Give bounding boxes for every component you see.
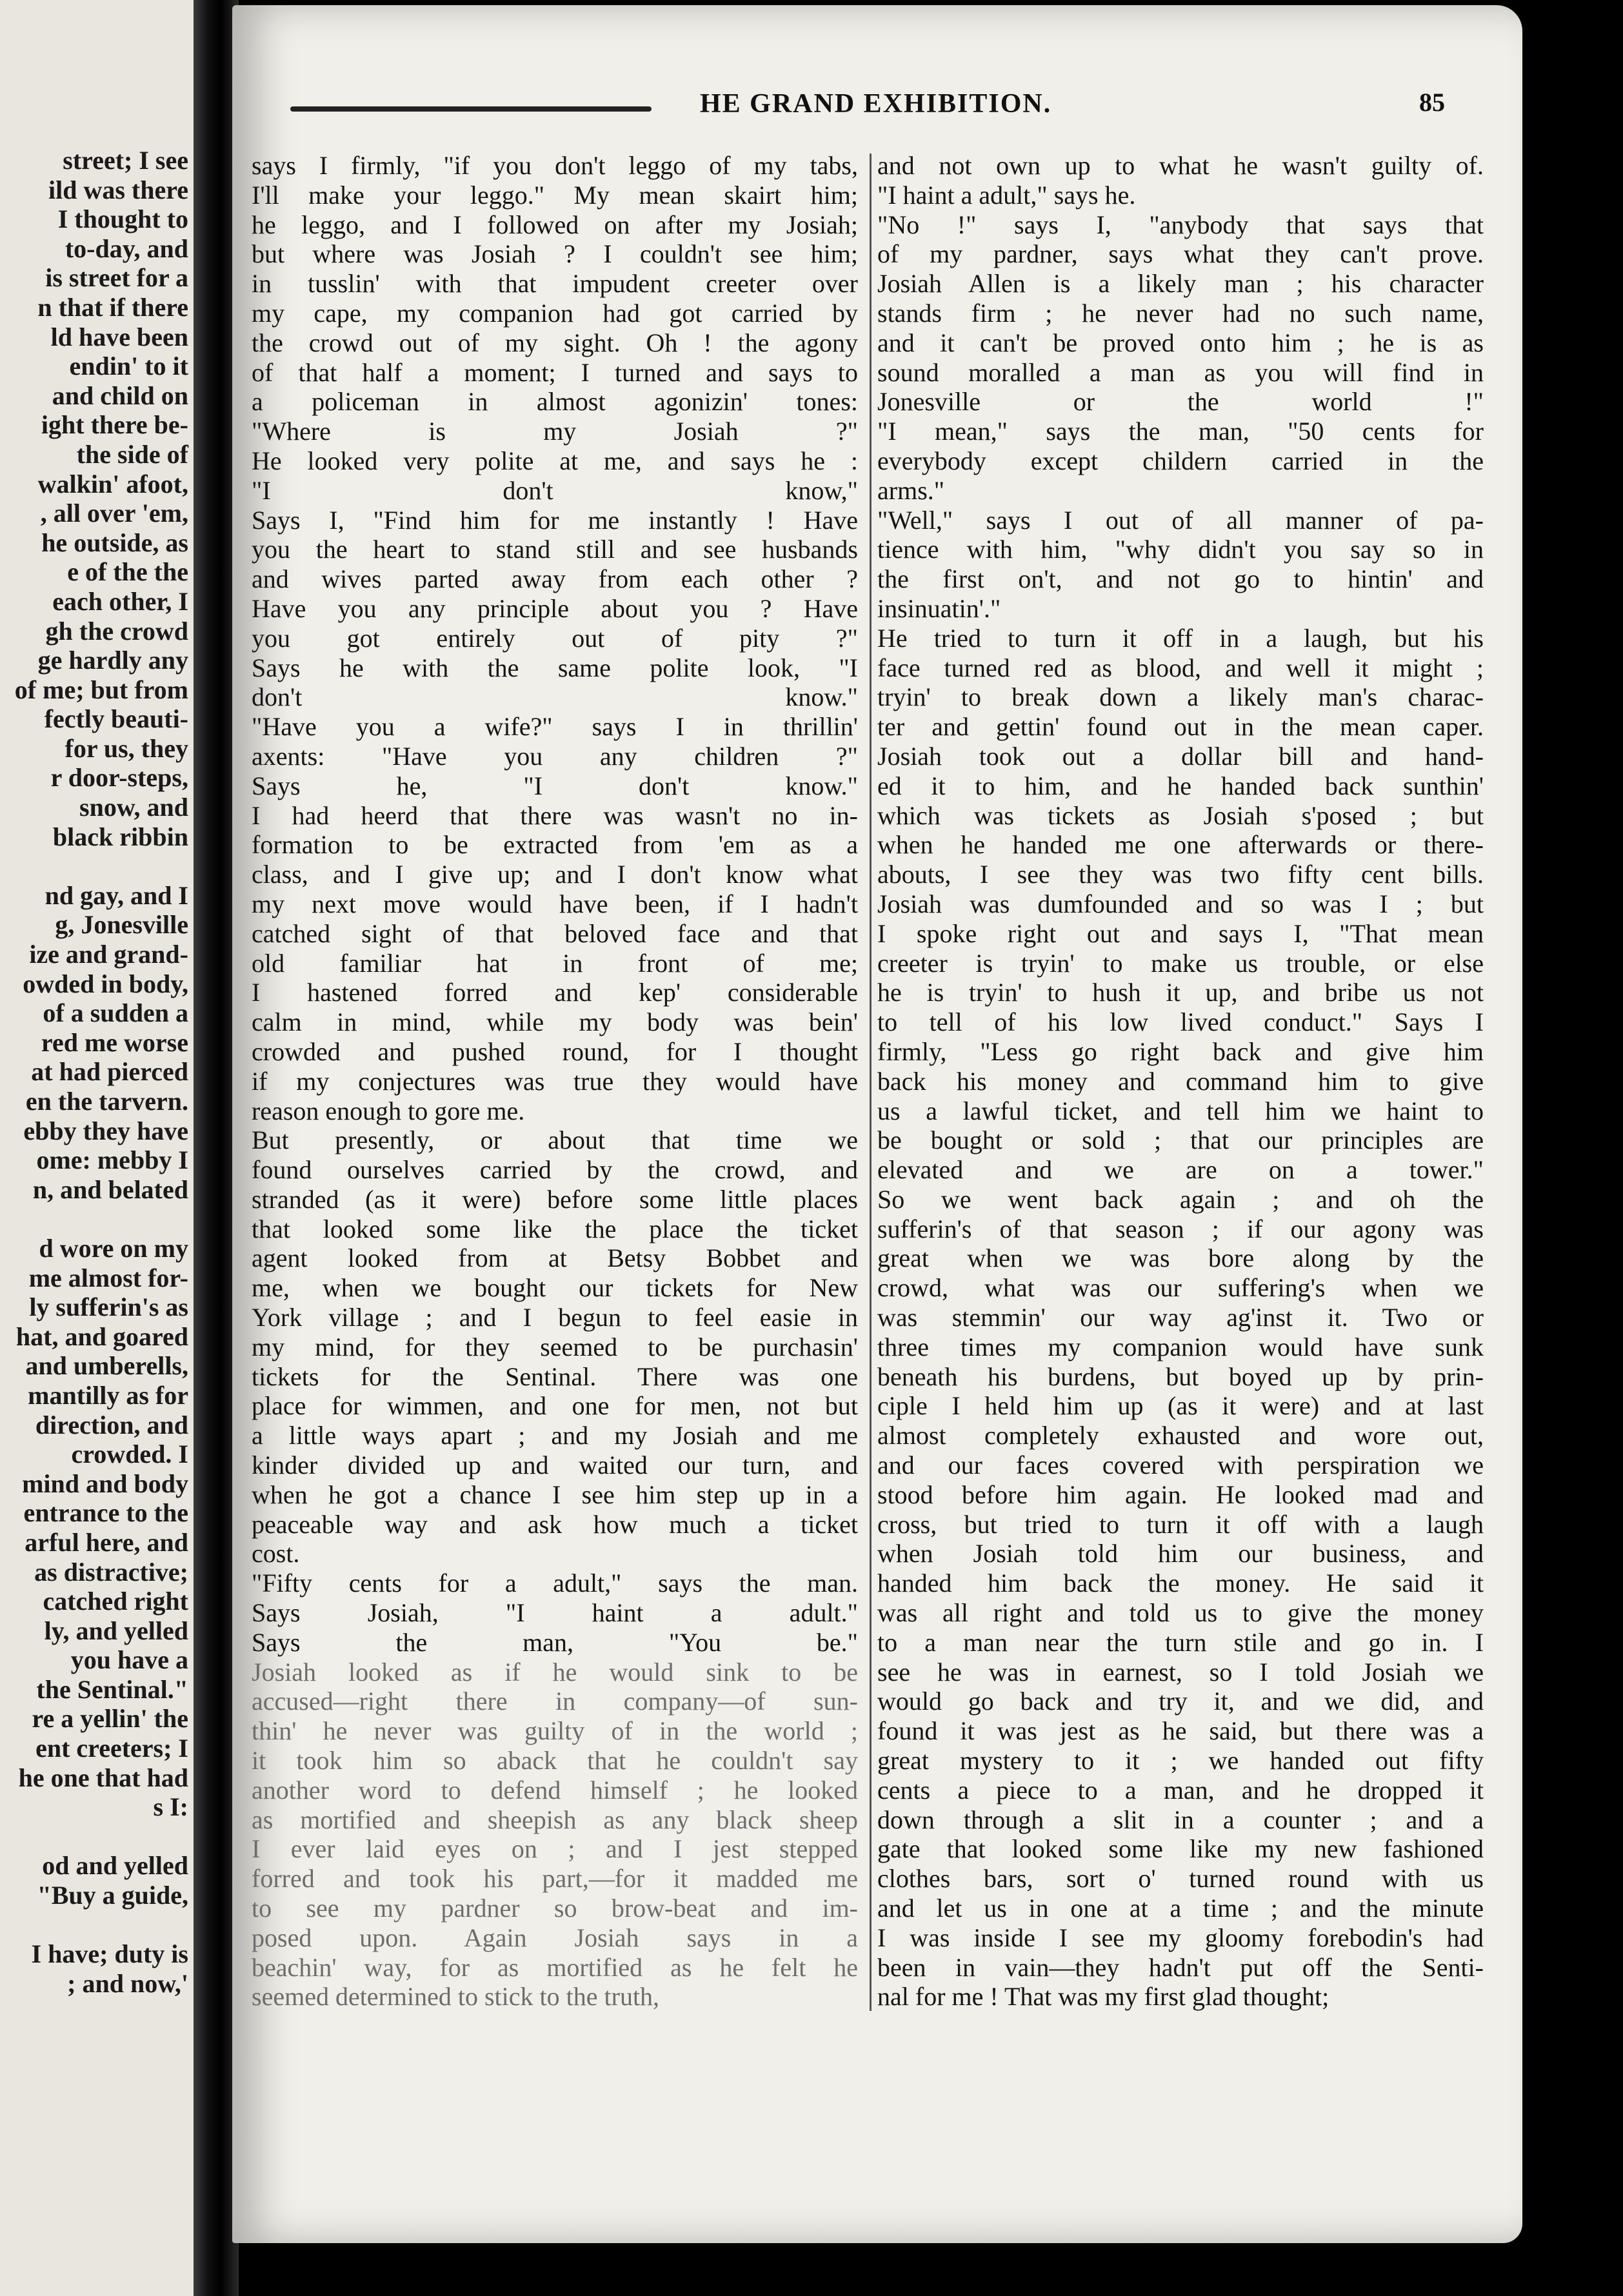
left-page-line: ize and grand- [29,940,188,969]
text-line: cross, but tried to turn it off with a laugh [877,1509,1484,1539]
left-page-line: ge hardly any [37,646,188,675]
left-page-line: "Buy a guide, [37,1881,188,1910]
text-line: beneath his burdens, but boyed up by prin- [877,1361,1484,1391]
text-line: and not own up to what he wasn't guilty of. [877,151,1484,180]
text-line: tience with him, "why didn't you say so in [877,535,1484,564]
left-page-line: ; and now,' [67,1968,188,1998]
left-page-line: ly sufferin's as [29,1292,188,1322]
text-line: Josiah looked as if he would sink to be [252,1657,858,1687]
text-line: Josiah took out a dollar bill and hand- [877,741,1484,771]
text-line: abouts, I see they was two fifty cent bills. [877,860,1484,889]
left-page-line: entrance to the [23,1498,188,1528]
text-line: in tusslin' with that impudent creeter over [252,269,858,299]
left-page-line: you have a [70,1645,188,1675]
text-line: Says the man, "You be." [252,1627,858,1657]
text-line: "I don't know," [252,475,858,505]
text-line: a little ways apart ; and my Josiah and me [252,1421,858,1450]
text-line: would go back and try it, and we did, and [877,1687,1484,1716]
text-line: you got entirely out of pity ?" [252,623,858,653]
text-line: which was tickets as Josiah s'posed ; but [877,800,1484,830]
left-page-line: I thought to [57,204,188,234]
text-line: nal for me ! That was my first glad thought; [877,1982,1329,2012]
left-page-line: s I: [153,1792,188,1822]
text-line: you the heart to stand still and see husbands [252,535,858,564]
text-line: to a man near the turn stile and go in. I [877,1627,1484,1657]
left-page-line: the side of [76,439,188,469]
text-line: calm in mind, while my body was bein' [252,1007,858,1037]
left-page-line: owded in body, [23,969,188,998]
text-line: stood before him again. He looked mad and [877,1480,1484,1509]
text-line: reason enough to gore me. [252,1096,525,1125]
left-page-line: snow, and [79,793,188,822]
left-page-line: and child on [52,381,188,410]
text-line: class, and I give up; and I don't know what [252,860,858,889]
text-line: I hastened forred and kep' considerable [252,978,858,1007]
text-line: the first on't, and not go to hintin' and [877,564,1484,594]
text-line: ciple I held him up (as it were) and at last [877,1391,1484,1421]
text-line: I spoke right out and says I, "That mean [877,918,1484,948]
text-line: me, when we bought our tickets for New [252,1273,858,1303]
text-line: when he got a chance I see him step up in a [252,1480,858,1509]
text-line: posed upon. Again Josiah says in a [252,1923,858,1952]
left-page-line: and umberells, [25,1351,188,1381]
text-line: see he was in earnest, so I told Josiah we [877,1657,1484,1687]
text-line: Josiah was dumfounded and so was I ; but [877,889,1484,918]
text-line: clothes bars, sort o' turned round with us [877,1864,1484,1894]
text-line: stands firm ; he never had no such name, [877,298,1484,328]
left-page-line: ld have been [50,322,188,351]
text-line: when he handed me one afterwards or there- [877,830,1484,860]
text-line: the crowd out of my sight. Oh ! the agony [252,328,858,357]
text-line: my cape, my companion had got carried by [252,298,858,328]
left-page-line: as distractive; [34,1557,188,1587]
text-line: of my pardner, says what they can't prove. [877,239,1484,269]
text-line: my mind, for they seemed to be purchasin' [252,1332,858,1361]
text-line: I ever laid eyes on ; and I jest stepped [252,1834,858,1864]
left-page-line: ebby they have [23,1116,188,1145]
text-line: formation to be extracted from 'em as a [252,830,858,860]
text-line: great when we was bore along by the [877,1243,1484,1273]
text-line: crowded and pushed round, for I thought [252,1036,858,1066]
text-line: But presently, or about that time we [252,1125,858,1155]
left-page-line: fectly beauti- [44,704,188,734]
left-page-line: me almost for- [28,1263,188,1292]
text-line: elevated and we are on a tower." [877,1155,1484,1185]
text-line: beachin' way, for as mortified as he felt he [252,1952,858,1982]
text-line: "No !" says I, "anybody that says that [877,210,1484,239]
left-page-line: re a yellin' the [32,1704,188,1734]
text-line: as mortified and sheepish as any black sheep [252,1805,858,1834]
left-page-line: ight there be- [41,410,188,440]
text-line: don't know." [252,682,858,712]
left-page-line: I have; duty is [31,1939,188,1969]
text-line: I was inside I see my gloomy forebodin's had [877,1923,1484,1952]
text-line: to tell of his low lived conduct." Says I [877,1007,1484,1037]
text-line: I had heerd that there was wasn't no in- [252,800,858,830]
text-line: gate that looked some like my new fashioned [877,1834,1484,1864]
running-title: HE GRAND EXHIBITION. [700,89,1052,119]
text-line: been in vain—they hadn't put off the Senti- [877,1952,1484,1982]
text-line: he is tryin' to hush it up, and bribe us not [877,978,1484,1007]
left-page-line: ild was there [48,175,188,204]
text-line: insinuatin'." [877,593,1001,623]
text-line: cents a piece to a man, and he dropped it [877,1775,1484,1805]
left-page-line: of me; but from [14,675,188,704]
text-line: if my conjectures was true they would have [252,1066,858,1096]
left-page-line: ly, and yelled [44,1616,188,1645]
left-page-line: g, Jonesville [55,910,188,940]
text-line: us a lawful ticket, and tell him we haint to [877,1096,1484,1125]
text-line: my next move would have been, if I hadn't [252,889,858,918]
column-divider [870,153,871,2011]
left-page-line: n that if there [37,292,188,322]
text-line: He looked very polite at me, and says he : [252,446,858,475]
text-line: be bought or sold ; that our principles are [877,1125,1484,1155]
text-line: agent looked from at Betsy Bobbet and [252,1243,858,1273]
text-line: almost completely exhausted and wore out, [877,1421,1484,1450]
text-line: crowd, what was our suffering's when we [877,1273,1484,1303]
text-line: cost. [252,1539,300,1569]
left-page-line: ome: mebby I [36,1145,188,1175]
left-page-line: ent creeters; I [35,1734,188,1763]
book-page [232,5,1522,2243]
text-line: of that half a moment; I turned and says to [252,357,858,387]
text-line: sufferin's of that season ; if our agony was [877,1214,1484,1243]
left-page-line: en the tarvern. [25,1087,188,1116]
page-number: 85 [1419,88,1445,117]
left-page-line: street; I see [63,146,188,175]
text-line: when Josiah told him our business, and [877,1539,1484,1569]
left-page-line: od and yelled [42,1851,188,1881]
left-page-line: nd gay, and I [45,880,188,910]
text-line: firmly, "Less go right back and give him [877,1036,1484,1066]
header-ornament-rule [290,106,652,112]
left-page-line: crowded. I [71,1440,188,1469]
left-page-line: d wore on my [39,1233,188,1263]
left-page-line: each other, I [52,586,188,616]
text-line: down through a slit in a counter ; and a [877,1805,1484,1834]
text-line: tryin' to break down a likely man's charac- [877,682,1484,712]
text-line: Jonesville or the world !" [877,387,1484,417]
text-line: and wives parted away from each other ? [252,564,858,594]
text-line: accused—right there in company—of sun- [252,1687,858,1716]
text-line: to see my pardner so brow-beat and im- [252,1894,858,1923]
text-line: arms." [877,475,945,505]
left-page-line: r door-steps, [50,763,188,793]
left-page-line: he one that had [18,1763,188,1792]
left-page-line: , all over 'em, [40,499,188,528]
left-page-line: hat, and goared [15,1321,188,1351]
text-line: Says he, "I don't know." [252,771,858,800]
left-page-line [0,1910,188,1940]
text-line: peaceable way and ask how much a ticket [252,1509,858,1539]
text-column-right [877,151,1484,2012]
left-page-line: the Sentinal." [36,1674,188,1704]
text-line: So we went back again ; and oh the [877,1184,1484,1214]
text-line: York village ; and I begun to feel easie in [252,1303,858,1332]
text-line: I'll make your leggo." My mean skairt him; [252,180,858,210]
text-line: "I haint a adult," says he. [877,180,1136,210]
text-line: creeter is tryin' to make us trouble, or else [877,948,1484,978]
text-line: found ourselves carried by the crowd, and [252,1155,858,1185]
left-page-line: red me worse [41,1027,188,1057]
text-line: "Where is my Josiah ?" [252,417,858,446]
text-line: Have you any principle about you ? Have [252,593,858,623]
text-line: and it can't be proved onto him ; he is as [877,328,1484,357]
left-page-line: black ribbin [52,822,188,851]
text-line: thin' he never was guilty of in the world ; [252,1716,858,1746]
text-line: handed him back the money. He said it [877,1569,1484,1598]
left-page-line: e of the the [67,557,188,587]
running-header [290,88,1516,131]
text-line: Josiah Allen is a likely man ; his character [877,269,1484,299]
text-line: He tried to turn it off in a laugh, but his [877,623,1484,653]
left-page-line: walkin' afoot, [37,469,188,499]
left-page-line [0,1204,188,1234]
left-page-line: mind and body [22,1469,188,1498]
text-line: "Have you a wife?" says I in thrillin' [252,712,858,742]
text-line: "Fifty cents for a adult," says the man. [252,1569,858,1598]
text-line: three times my companion would have sunk [877,1332,1484,1361]
left-page-line: mantilly as for [28,1380,188,1410]
left-page-line: arful here, and [25,1527,188,1557]
text-line: ed it to him, and he handed back sunthin' [877,771,1484,800]
text-column-left [252,151,858,2012]
text-line: back his money and command him to give [877,1066,1484,1096]
text-line: "I mean," says the man, "50 cents for [877,417,1484,446]
left-page-line: at had pierced [31,1057,188,1087]
text-line: forred and took his part,—for it madded me [252,1864,858,1894]
left-page-line: endin' to it [69,351,188,381]
left-page-line: he outside, as [41,528,188,557]
left-page-line: gh the crowd [45,616,188,646]
text-line: and let us in one at a time ; and the minute [877,1894,1484,1923]
left-page-line [0,1822,188,1852]
left-page-line: catched right [43,1587,188,1616]
text-line: that looked some like the place the ticket [252,1214,858,1243]
text-line: Says Josiah, "I haint a adult." [252,1598,858,1628]
text-line: "Well," says I out of all manner of pa- [877,505,1484,535]
left-page-line: direction, and [35,1410,188,1440]
text-line: place for wimmen, and one for men, not but [252,1391,858,1421]
text-line: everybody except childern carried in the [877,446,1484,475]
text-line: seemed determined to stick to the truth, [252,1982,660,2012]
text-line: was stemmin' our way ag'inst it. Two or [877,1303,1484,1332]
left-page-line: of a sudden a [43,998,188,1028]
text-line: another word to defend himself ; he looked [252,1775,858,1805]
text-line: Says he with the same polite look, "I [252,653,858,682]
text-line: stranded (as it were) before some little places [252,1184,858,1214]
text-line: it took him so aback that he couldn't say [252,1746,858,1776]
left-page-line: n, and belated [32,1174,188,1204]
text-line: face turned red as blood, and well it might ; [877,653,1484,682]
text-line: Says I, "Find him for me instantly ! Have [252,505,858,535]
text-line: found it was jest as he said, but there was a [877,1716,1484,1746]
text-line: catched sight of that beloved face and that [252,918,858,948]
text-line: but where was Josiah ? I couldn't see him; [252,239,858,269]
text-line: great mystery to it ; we handed out fifty [877,1746,1484,1776]
text-line: he leggo, and I followed on after my Josiah; [252,210,858,239]
text-line: kinder divided up and waited our turn, and [252,1450,858,1480]
text-line: tickets for the Sentinal. There was one [252,1361,858,1391]
text-line: ter and gettin' found out in the mean caper. [877,712,1484,742]
text-line: a policeman in almost agonizin' tones: [252,387,858,417]
text-line: says I firmly, "if you don't leggo of my tabs, [252,151,858,180]
left-page-line [0,851,188,881]
text-line: axents: "Have you any children ?" [252,741,858,771]
text-line: sound moralled a man as you will find in [877,357,1484,387]
text-line: old familiar hat in front of me; [252,948,858,978]
left-page-fragment [0,0,194,2296]
text-line: and our faces covered with perspiration we [877,1450,1484,1480]
left-page-line: is street for a [45,263,188,293]
left-page-text [0,146,188,1998]
text-line: was all right and told us to give the money [877,1598,1484,1628]
left-page-line: for us, they [65,733,188,763]
left-page-line: to-day, and [65,233,188,263]
